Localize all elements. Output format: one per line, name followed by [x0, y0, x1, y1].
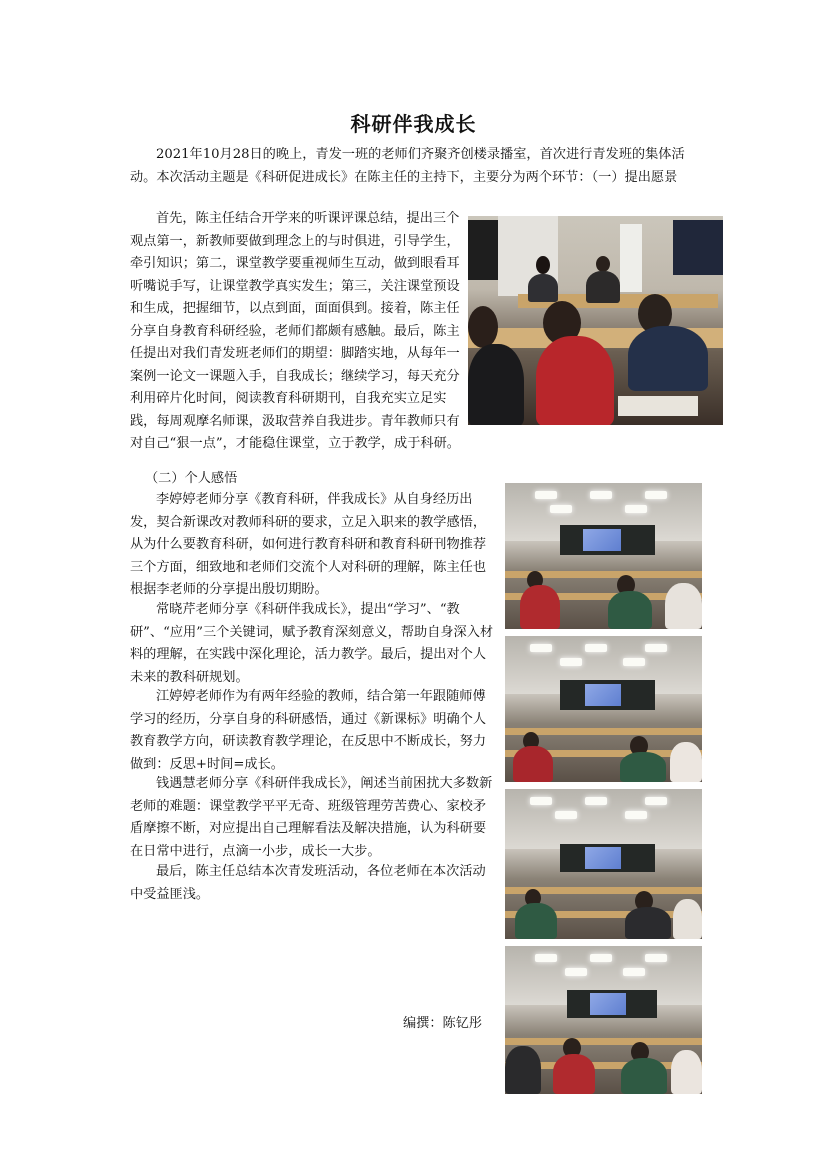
paragraph-last: 最后，陈主任总结本次青发班活动，各位老师在本次活动中受益匪浅。 [130, 864, 486, 902]
paragraph-qian: 钱遇慧老师分享《科研伴我成长》，阐述当前困扰大多数新老师的难题：课堂教学平平无奇、班级管理劳苦费心、家校矛盾摩擦不断，对应提出自己理解看法及解决措施，认为科研要在日常中进行，点滴一小步，成长一大步。 [130, 776, 493, 859]
paragraph-chang: 常晓芹老师分享《科研伴我成长》，提出“学习”、“教研”、“应用”三个关键词，赋予教育深刻意义，帮助自身深入材料的理解，在实践中深化理论，活力教学。最后，提出对个人未来的教科研规划。 [130, 602, 494, 685]
section-2-heading: （二）个人感悟 [145, 471, 238, 486]
document-title: 科研伴我成长 [350, 112, 477, 136]
photo-3 [505, 636, 702, 782]
paragraph-jiang: 江婷婷老师作为有两年经验的教师，结合第一年跟随师傅学习的经历，分享自身的科研感悟，通过《新课标》明确个人教育教学方向，研读教育教学理论，在反思中不断成长，努力做到：反思+时间=成长。 [130, 689, 487, 772]
paragraph-first: 首先，陈主任结合开学来的听课评课总结，提出三个观点第一，新教师要做到理念上的与时俱进，引导学生，牵引知识；第二，课堂教学要重视师生互动，做到眼看耳听嘴说手写，让课堂教学真实发生；第三，关注课堂预设和生成，把握细节，以点到面，面面俱到。接着，陈主任分享自身教育科研经验，老师们都颇有感触。最后，陈主任提出对我们青发班老师们的期望：脚踏实地，从每年一案例一论文一课题入手，自我成长；继续学习，每天充分利用碎片化时间，阅读教育科研期刊，自我充实立足实践，每周观摩名师课，汲取营养自我进步。青年教师只有对自己“狠一点”，才能稳住课堂，立于教学，成于科研。 [130, 211, 460, 451]
paragraph-li: 李婷婷老师分享《教育科研，伴我成长》从自身经历出发，契合新课改对教师科研的要求，立足入职来的教学感悟，从为什么要教育科研，如何进行教育科研和教育科研刊物推荐三个方面，细致地和老师们交流个人对科研的理解，陈主任也根据李老师的分享提出殷切期盼。 [130, 492, 487, 597]
photo-5 [505, 946, 702, 1094]
photo-4 [505, 789, 702, 939]
intro-paragraph: 2021年10月28日的晚上，青发一班的老师们齐聚齐创楼录播室，首次进行青发班的集体活动。本次活动主题是《科研促进成长》在陈主任的主持下，主要分为两个环节：（一）提出愿景 [130, 147, 685, 185]
byline: 编撰：陈钇彤 [403, 1016, 483, 1031]
photo-2 [505, 483, 702, 629]
photo-1 [468, 216, 723, 425]
